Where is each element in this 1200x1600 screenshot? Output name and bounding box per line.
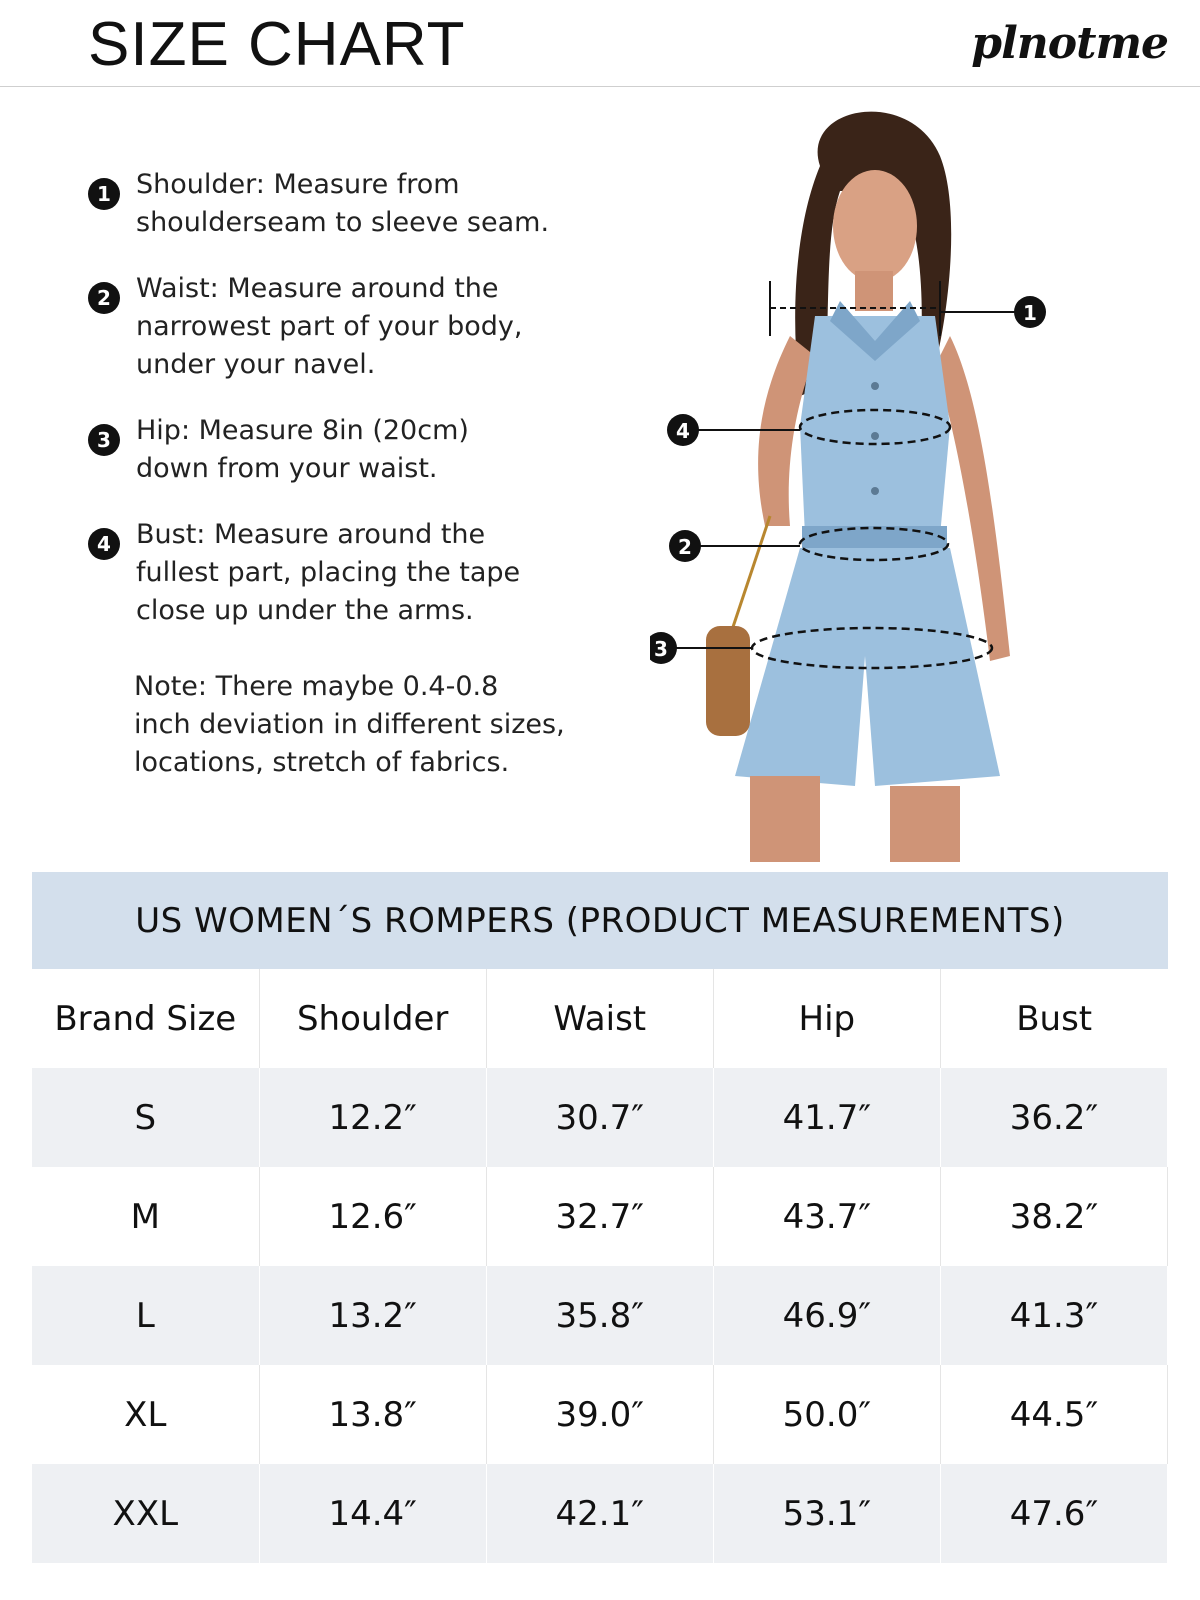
table-row bbox=[32, 1068, 1168, 1167]
header-bust: Bust bbox=[940, 969, 1167, 1068]
cell-shoulder: 13.2″ bbox=[259, 1266, 486, 1365]
instruction-shoulder bbox=[88, 166, 608, 242]
cell-size: L bbox=[32, 1266, 259, 1365]
bag-shape bbox=[706, 626, 750, 736]
face-shape bbox=[833, 170, 917, 282]
table-header-row bbox=[32, 969, 1168, 1068]
cell-hip: 46.9″ bbox=[713, 1266, 940, 1365]
page-title: SIZE CHART bbox=[88, 10, 466, 79]
header-hip: Hip bbox=[713, 969, 940, 1068]
cell-size: M bbox=[32, 1167, 259, 1266]
instruction-text: Waist: Measure around the narrowest part of your body, under your navel. bbox=[136, 273, 523, 380]
size-table bbox=[32, 969, 1168, 1563]
cell-hip: 50.0″ bbox=[713, 1365, 940, 1464]
button-dot bbox=[871, 487, 879, 495]
table-banner: US WOMEN´S ROMPERS (PRODUCT MEASUREMENTS) bbox=[32, 872, 1168, 969]
measurement-instructions bbox=[88, 166, 608, 658]
cell-hip: 43.7″ bbox=[713, 1167, 940, 1266]
cell-waist: 32.7″ bbox=[486, 1167, 713, 1266]
marker-label: 3 bbox=[654, 637, 668, 661]
instruction-text: Bust: Measure around the fullest part, placing the tape close up under the arms. bbox=[136, 519, 521, 626]
table-row bbox=[32, 1365, 1168, 1464]
cell-shoulder: 12.2″ bbox=[259, 1068, 486, 1167]
header-waist: Waist bbox=[486, 969, 713, 1068]
button-dot bbox=[871, 432, 879, 440]
shorts-shape bbox=[735, 548, 1000, 786]
brand-logo: plnotme bbox=[971, 18, 1168, 69]
bag-strap bbox=[730, 516, 770, 636]
belt-shape bbox=[802, 526, 947, 550]
cell-waist: 42.1″ bbox=[486, 1464, 713, 1563]
table-row bbox=[32, 1266, 1168, 1365]
marker-label: 2 bbox=[678, 535, 692, 559]
cell-bust: 47.6″ bbox=[940, 1464, 1167, 1563]
instruction-text: Hip: Measure 8in (20cm) down from your waist. bbox=[136, 415, 469, 484]
cell-waist: 35.8″ bbox=[486, 1266, 713, 1365]
cell-bust: 38.2″ bbox=[940, 1167, 1167, 1266]
table-row bbox=[32, 1464, 1168, 1563]
marker-label: 1 bbox=[1023, 301, 1037, 325]
cell-waist: 39.0″ bbox=[486, 1365, 713, 1464]
cell-size: XXL bbox=[32, 1464, 259, 1563]
cell-waist: 30.7″ bbox=[486, 1068, 713, 1167]
cell-bust: 44.5″ bbox=[940, 1365, 1167, 1464]
marker-label: 4 bbox=[676, 419, 690, 443]
number-badge: 1 bbox=[88, 178, 120, 210]
button-dot bbox=[871, 382, 879, 390]
cell-hip: 53.1″ bbox=[713, 1464, 940, 1563]
number-badge: 4 bbox=[88, 528, 120, 560]
header-shoulder: Shoulder bbox=[259, 969, 486, 1068]
cell-hip: 41.7″ bbox=[713, 1068, 940, 1167]
instruction-text: Shoulder: Measure from shoulderseam to sleeve seam. bbox=[136, 169, 550, 238]
model-figure bbox=[650, 96, 1100, 862]
cell-bust: 41.3″ bbox=[940, 1266, 1167, 1365]
cell-size: S bbox=[32, 1068, 259, 1167]
instruction-hip bbox=[88, 412, 608, 488]
cell-bust: 36.2″ bbox=[940, 1068, 1167, 1167]
header bbox=[0, 0, 1200, 87]
number-badge: 2 bbox=[88, 282, 120, 314]
neck-shape bbox=[855, 271, 893, 311]
instruction-bust bbox=[88, 516, 608, 630]
cell-shoulder: 13.8″ bbox=[259, 1365, 486, 1464]
cell-size: XL bbox=[32, 1365, 259, 1464]
leg-right-shape bbox=[890, 786, 960, 862]
number-badge: 3 bbox=[88, 424, 120, 456]
cell-shoulder: 12.6″ bbox=[259, 1167, 486, 1266]
cell-shoulder: 14.4″ bbox=[259, 1464, 486, 1563]
leg-left-shape bbox=[750, 776, 820, 862]
header-brand-size: Brand Size bbox=[32, 969, 259, 1068]
table-row bbox=[32, 1167, 1168, 1266]
instruction-waist bbox=[88, 270, 608, 384]
fit-note: Note: There maybe 0.4-0.8 inch deviation in different sizes, locations, stretch of fabrics. bbox=[134, 671, 565, 778]
